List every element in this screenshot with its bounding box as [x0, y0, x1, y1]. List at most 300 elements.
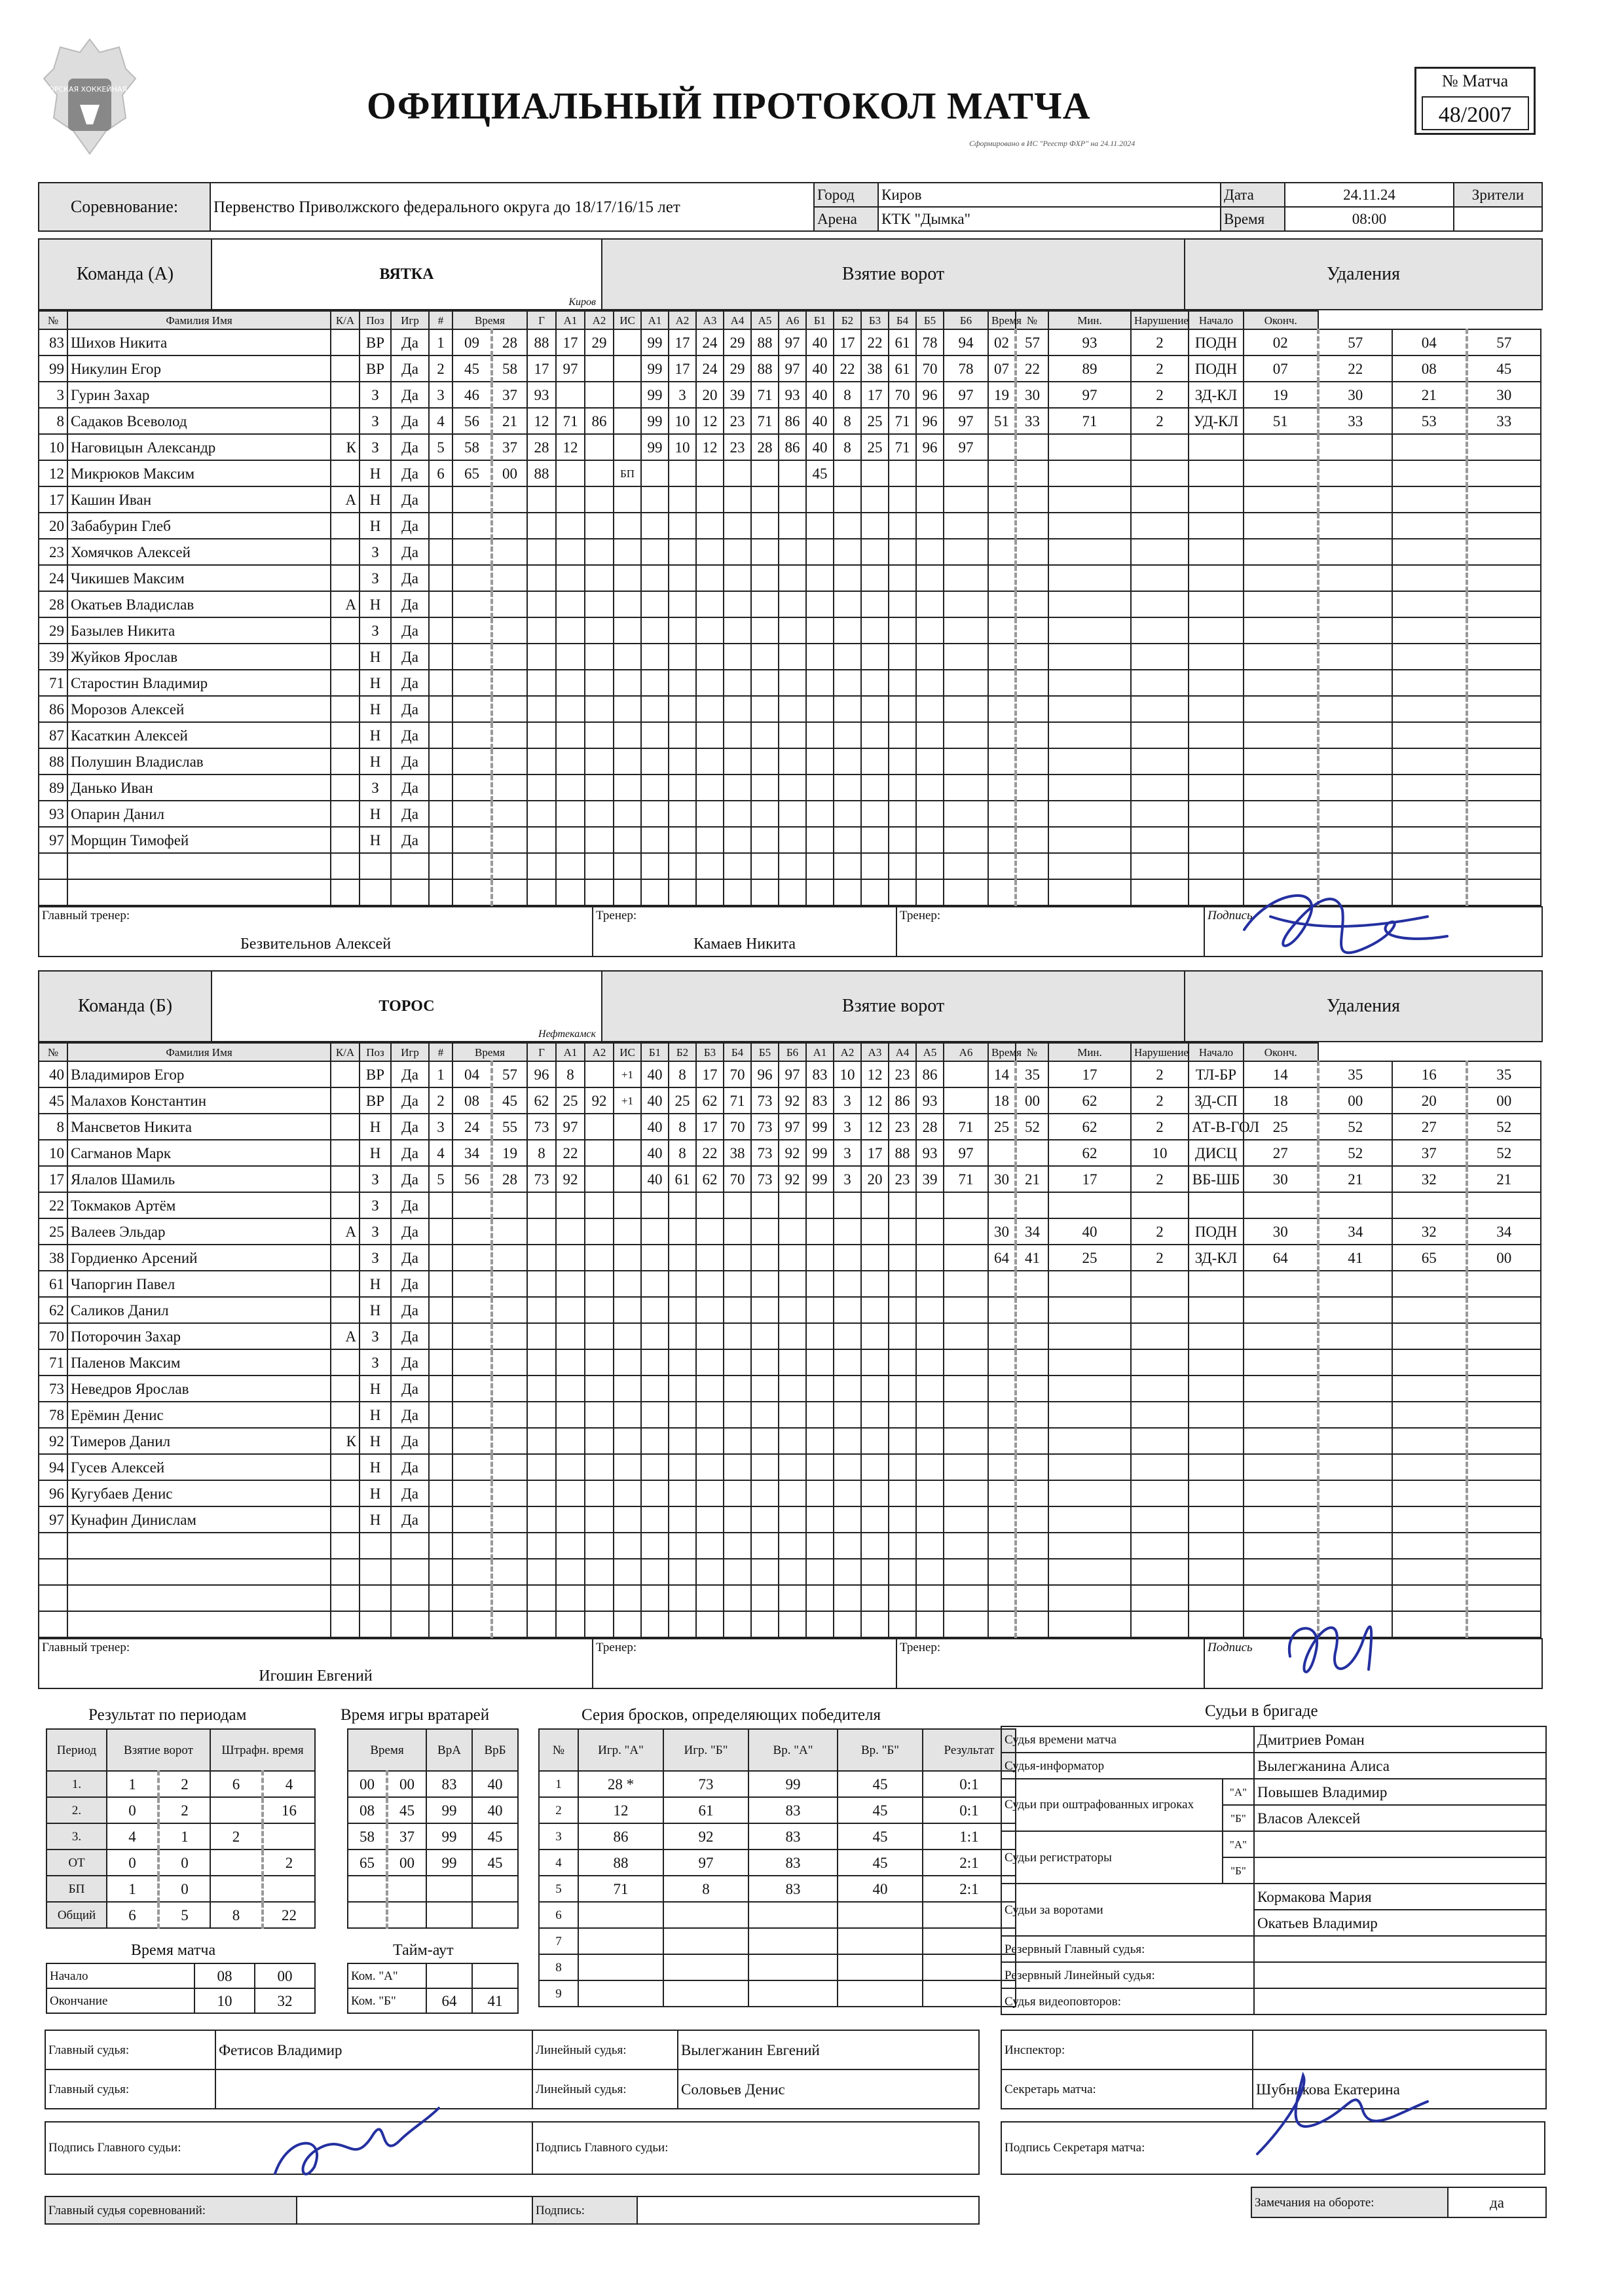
- goal-cell: 8: [834, 434, 861, 460]
- player-cell: Н: [360, 722, 391, 748]
- empty-cell: [1392, 1559, 1467, 1585]
- empty-cell: [1392, 801, 1467, 827]
- empty-cell: [331, 1559, 360, 1585]
- remarks-table: [1251, 2187, 1547, 2218]
- player-cell: Н: [360, 1454, 391, 1480]
- empty-cell: [67, 1611, 331, 1637]
- empty-cell: [1244, 1428, 1318, 1454]
- empty-cell: [641, 617, 669, 644]
- player-cell: 99: [39, 355, 67, 382]
- empty-cell: [806, 748, 834, 774]
- empty-cell: [1016, 1428, 1048, 1454]
- goalie-time-cell: 99: [426, 1850, 472, 1876]
- empty-cell: [614, 853, 641, 879]
- penalty-cell: 25: [1048, 1245, 1131, 1271]
- period-cell: [263, 1823, 315, 1850]
- empty-cell: [39, 853, 67, 879]
- player-cell: [331, 617, 360, 644]
- empty-cell: [834, 722, 861, 748]
- empty-cell: [1131, 1585, 1189, 1611]
- empty-cell: [585, 774, 614, 801]
- player-cell: Н: [360, 1114, 391, 1140]
- empty-cell: [429, 1271, 452, 1297]
- empty-cell: [492, 827, 527, 853]
- goal-cell: 17: [669, 355, 696, 382]
- goal-cell: 92: [779, 1166, 806, 1192]
- penalty-cell: ЗД-КЛ: [1189, 1245, 1244, 1271]
- goal-cell: 28: [492, 329, 527, 355]
- empty-cell: [556, 801, 585, 827]
- empty-cell: [944, 879, 988, 905]
- empty-cell: [556, 486, 585, 513]
- player-cell: З: [360, 1192, 391, 1218]
- goal-cell: 8: [669, 1140, 696, 1166]
- team_b-h-p-time: Время: [988, 1043, 1016, 1061]
- empty-cell: [669, 801, 696, 827]
- shootout-cell: 6: [539, 1902, 578, 1928]
- empty-cell: [1318, 591, 1393, 617]
- league-logo: [29, 33, 150, 160]
- empty-cell: [1016, 617, 1048, 644]
- team_a-h-played: Игр: [391, 311, 429, 329]
- shootout-cell: 0:1: [923, 1797, 1016, 1823]
- team_b-h-ice2-1: А2: [834, 1043, 861, 1061]
- empty-cell: [1467, 617, 1541, 644]
- ref-scorers-a-tag: "А": [1223, 1831, 1254, 1857]
- ref-video-label: Судья видеоповторов:: [1001, 1988, 1254, 2014]
- empty-cell: [614, 486, 641, 513]
- empty-cell: [1016, 1297, 1048, 1323]
- team_a-h-num: №: [39, 311, 67, 329]
- empty-cell: [492, 1192, 527, 1218]
- shootout-cell: 92: [663, 1823, 748, 1850]
- empty-cell: [556, 1585, 585, 1611]
- competition-label: Соревнование:: [39, 183, 210, 231]
- empty-cell: [556, 853, 585, 879]
- team_b-h-num: №: [39, 1043, 67, 1061]
- goal-cell: 71: [751, 408, 779, 434]
- empty-cell: [614, 1428, 641, 1454]
- empty-cell: [779, 1506, 806, 1533]
- team_b-h-p-viol: Нарушение: [1131, 1043, 1189, 1061]
- empty-cell: [696, 565, 724, 591]
- empty-cell: [861, 801, 889, 827]
- empty-cell: [614, 565, 641, 591]
- goalie-time-cell: [387, 1876, 426, 1902]
- empty-cell: [1392, 1349, 1467, 1376]
- goal-cell: 6: [429, 460, 452, 486]
- empty-cell: [492, 486, 527, 513]
- penalty-cell: 19: [988, 382, 1016, 408]
- comp-ref-table: [45, 2196, 980, 2225]
- team_b-h-g: Г: [527, 1043, 556, 1061]
- empty-cell: [556, 748, 585, 774]
- player-cell: Да: [391, 1192, 429, 1218]
- empty-cell: [779, 617, 806, 644]
- empty-cell: [696, 1428, 724, 1454]
- goal-cell: 8: [834, 408, 861, 434]
- team_b-h-is: ИС: [614, 1043, 641, 1061]
- empty-cell: [614, 1218, 641, 1245]
- empty-cell: [834, 513, 861, 539]
- goal-cell: [585, 382, 614, 408]
- empty-cell: [1016, 879, 1048, 905]
- goal-cell: 40: [806, 355, 834, 382]
- coach2: [896, 907, 1204, 957]
- empty-cell: [669, 1559, 696, 1585]
- goal-cell: 70: [724, 1114, 751, 1140]
- goal-cell: 97: [944, 382, 988, 408]
- shootout-cell: 61: [663, 1797, 748, 1823]
- goal-cell: 3: [669, 382, 696, 408]
- empty-cell: [556, 1559, 585, 1585]
- empty-cell: [614, 670, 641, 696]
- goal-cell: 1: [429, 329, 452, 355]
- ref-scorers-b-tag: "Б": [1223, 1857, 1254, 1884]
- empty-cell: [806, 774, 834, 801]
- empty-cell: [724, 1506, 751, 1533]
- empty-cell: [861, 1533, 889, 1559]
- empty-cell: [751, 591, 779, 617]
- empty-cell: [585, 1506, 614, 1533]
- penalty-cell: [1131, 1192, 1189, 1218]
- empty-cell: [1016, 486, 1048, 513]
- goal-cell: 97: [944, 408, 988, 434]
- empty-cell: [669, 1428, 696, 1454]
- goal-cell: 28: [527, 434, 556, 460]
- empty-cell: [614, 879, 641, 905]
- empty-cell: [889, 1585, 916, 1611]
- empty-cell: [1131, 1559, 1189, 1585]
- empty-cell: [1467, 1402, 1541, 1428]
- player-cell: [331, 408, 360, 434]
- penalty-cell: 22: [1318, 355, 1393, 382]
- empty-cell: [861, 1428, 889, 1454]
- period-cell: 1: [158, 1823, 210, 1850]
- team_a-h-hash: #: [429, 311, 452, 329]
- empty-cell: [669, 539, 696, 565]
- goalie-time-cell: [387, 1902, 426, 1928]
- empty-cell: [1016, 853, 1048, 879]
- empty-cell: [527, 670, 556, 696]
- empty-cell: [1318, 644, 1393, 670]
- empty-cell: [1016, 670, 1048, 696]
- empty-cell: [527, 1297, 556, 1323]
- goal-cell: 71: [724, 1087, 751, 1114]
- empty-cell: [916, 1480, 944, 1506]
- player-cell: 70: [39, 1323, 67, 1349]
- empty-cell: [1318, 774, 1393, 801]
- empty-cell: [1131, 879, 1189, 905]
- empty-cell: [861, 1323, 889, 1349]
- empty-cell: [944, 1349, 988, 1376]
- empty-cell: [806, 1559, 834, 1585]
- empty-cell: [1131, 1480, 1189, 1506]
- empty-cell: [556, 1454, 585, 1480]
- empty-cell: [429, 1323, 452, 1349]
- empty-cell: [861, 591, 889, 617]
- empty-cell: [360, 1533, 391, 1559]
- penalty-cell: 02: [1244, 329, 1318, 355]
- goal-cell: 24: [696, 329, 724, 355]
- goal-cell: 97: [779, 1114, 806, 1140]
- player-cell: Чикишев Максим: [67, 565, 331, 591]
- period-cell: 2: [158, 1797, 210, 1823]
- empty-cell: [641, 722, 669, 748]
- empty-cell: [492, 1402, 527, 1428]
- empty-cell: [724, 1559, 751, 1585]
- empty-cell: [360, 1559, 391, 1585]
- empty-cell: [527, 1218, 556, 1245]
- goal-cell: 28: [751, 434, 779, 460]
- empty-cell: [988, 539, 1016, 565]
- player-cell: 93: [39, 801, 67, 827]
- shootout-cell: [838, 1954, 923, 1980]
- player-cell: Хомячков Алексей: [67, 539, 331, 565]
- team_b-h-played: Игр: [391, 1043, 429, 1061]
- penalty-cell: 51: [988, 408, 1016, 434]
- shootout-cell: [748, 1928, 838, 1954]
- goal-cell: 40: [641, 1166, 669, 1192]
- penalty-cell: [988, 1140, 1016, 1166]
- player-cell: [331, 1402, 360, 1428]
- goal-cell: [724, 460, 751, 486]
- empty-cell: [492, 801, 527, 827]
- empty-cell: [1016, 1349, 1048, 1376]
- penalty-cell: [1048, 1192, 1131, 1218]
- team_b-h-ice1-0: Б1: [641, 1043, 669, 1061]
- empty-cell: [641, 1506, 669, 1533]
- goal-cell: 45: [452, 355, 492, 382]
- player-cell: 62: [39, 1297, 67, 1323]
- shootout-cell: 99: [748, 1771, 838, 1797]
- empty-cell: [1189, 827, 1244, 853]
- goal-cell: 73: [527, 1166, 556, 1192]
- empty-cell: [1467, 1323, 1541, 1349]
- empty-cell: [696, 801, 724, 827]
- goal-cell: 2: [429, 1087, 452, 1114]
- empty-cell: [67, 1559, 331, 1585]
- goal-cell: 78: [944, 355, 988, 382]
- goal-cell: 28: [492, 1166, 527, 1192]
- shootout-cell: 83: [748, 1850, 838, 1876]
- goal-cell: 99: [806, 1140, 834, 1166]
- empty-cell: [696, 748, 724, 774]
- empty-cell: [806, 1349, 834, 1376]
- empty-cell: [1392, 827, 1467, 853]
- empty-cell: [1318, 539, 1393, 565]
- goal-cell: 38: [861, 355, 889, 382]
- player-cell: Н: [360, 1140, 391, 1166]
- team-a-goals-title: Взятие ворот: [602, 239, 1185, 310]
- penalty-cell: 2: [1131, 1245, 1189, 1271]
- goal-cell: 23: [889, 1166, 916, 1192]
- empty-cell: [806, 486, 834, 513]
- empty-cell: [492, 1349, 527, 1376]
- empty-cell: [889, 1192, 916, 1218]
- player-cell: [331, 1061, 360, 1087]
- empty-cell: [916, 1533, 944, 1559]
- penalty-cell: 33: [1467, 408, 1541, 434]
- penalty-cell: 18: [1244, 1087, 1318, 1114]
- empty-cell: [988, 1297, 1016, 1323]
- empty-cell: [1131, 1611, 1189, 1637]
- head-coach-label: Главный тренер:: [42, 909, 130, 922]
- goal-cell: 8: [834, 382, 861, 408]
- goal-cell: 12: [696, 434, 724, 460]
- empty-cell: [1048, 748, 1131, 774]
- empty-cell: [527, 513, 556, 539]
- player-cell: Да: [391, 513, 429, 539]
- empty-cell: [779, 1245, 806, 1271]
- empty-cell: [944, 801, 988, 827]
- empty-cell: [751, 1192, 779, 1218]
- empty-cell: [724, 879, 751, 905]
- empty-cell: [1467, 1480, 1541, 1506]
- period-cell: 2.: [46, 1797, 107, 1823]
- penalty-cell: ЗД-КЛ: [1189, 382, 1244, 408]
- period-cell: БП: [46, 1876, 107, 1902]
- empty-cell: [1467, 1376, 1541, 1402]
- empty-cell: [696, 722, 724, 748]
- period-cell: [210, 1797, 263, 1823]
- empty-cell: [492, 644, 527, 670]
- period-cell: [210, 1876, 263, 1902]
- empty-cell: [1016, 1585, 1048, 1611]
- goal-cell: +1: [614, 1061, 641, 1087]
- goal-cell: 29: [724, 355, 751, 382]
- player-cell: Н: [360, 1480, 391, 1506]
- goal-cell: 23: [724, 408, 751, 434]
- player-cell: А: [331, 486, 360, 513]
- empty-cell: [1131, 460, 1189, 486]
- head-coach: [39, 1639, 593, 1688]
- empty-cell: [724, 617, 751, 644]
- empty-cell: [834, 1454, 861, 1480]
- goal-cell: 97: [779, 1061, 806, 1087]
- team_a-h-ice1-3: А4: [724, 311, 751, 329]
- empty-cell: [988, 853, 1016, 879]
- empty-cell: [944, 774, 988, 801]
- penalty-cell: 64: [1244, 1245, 1318, 1271]
- empty-cell: [669, 1454, 696, 1480]
- empty-cell: [452, 1245, 492, 1271]
- player-cell: 71: [39, 1349, 67, 1376]
- empty-cell: [724, 670, 751, 696]
- competition-name: Первенство Приволжского федерального округа до 18/17/16/15 лет: [210, 183, 814, 231]
- empty-cell: [1189, 1428, 1244, 1454]
- goal-cell: 96: [916, 434, 944, 460]
- empty-cell: [916, 486, 944, 513]
- officials-table: [45, 2030, 980, 2109]
- period-cell: [210, 1850, 263, 1876]
- empty-cell: [861, 722, 889, 748]
- player-cell: Кунафин Динислам: [67, 1506, 331, 1533]
- shootout-rows: [538, 1770, 1016, 2007]
- goal-cell: [585, 1166, 614, 1192]
- empty-cell: [1016, 644, 1048, 670]
- player-cell: Н: [360, 460, 391, 486]
- empty-cell: [988, 486, 1016, 513]
- so-h-gb: Вр. "Б": [838, 1729, 923, 1771]
- goal-cell: 88: [527, 460, 556, 486]
- empty-cell: [1131, 748, 1189, 774]
- player-cell: Н: [360, 1297, 391, 1323]
- empty-cell: [1048, 591, 1131, 617]
- penalty-cell: 30: [1244, 1218, 1318, 1245]
- empty-cell: [1318, 801, 1393, 827]
- empty-cell: [641, 591, 669, 617]
- empty-cell: [834, 801, 861, 827]
- shootout-cell: [748, 1902, 838, 1928]
- empty-cell: [641, 1376, 669, 1402]
- empty-cell: [944, 644, 988, 670]
- empty-cell: [1467, 1297, 1541, 1323]
- goalie-time-cell: [472, 1876, 518, 1902]
- team-a-name: ВЯТКА: [379, 266, 434, 283]
- goal-cell: 3: [834, 1087, 861, 1114]
- player-cell: Н: [360, 644, 391, 670]
- player-cell: Гордиенко Арсений: [67, 1245, 331, 1271]
- head-coach-label: Главный тренер:: [42, 1641, 130, 1654]
- player-cell: Никулин Егор: [67, 355, 331, 382]
- goal-cell: [944, 1087, 988, 1114]
- empty-cell: [492, 748, 527, 774]
- player-cell: 17: [39, 486, 67, 513]
- empty-cell: [779, 1480, 806, 1506]
- referees-table: [1001, 1726, 1547, 2015]
- player-cell: З: [360, 408, 391, 434]
- empty-cell: [1048, 801, 1131, 827]
- empty-cell: [641, 1480, 669, 1506]
- empty-cell: [779, 879, 806, 905]
- empty-cell: [889, 539, 916, 565]
- player-cell: Саликов Данил: [67, 1297, 331, 1323]
- goal-cell: 58: [492, 355, 527, 382]
- goal-cell: 97: [944, 1140, 988, 1166]
- penalty-cell: 71: [1048, 408, 1131, 434]
- team_a-h-p-min: Мин.: [1048, 311, 1131, 329]
- empty-cell: [1318, 565, 1393, 591]
- empty-cell: [834, 1559, 861, 1585]
- line1-label: Линейный судья:: [532, 2030, 678, 2069]
- player-cell: [331, 329, 360, 355]
- team_b-h-a1: А1: [556, 1043, 585, 1061]
- empty-cell: [861, 1402, 889, 1428]
- empty-cell: [556, 696, 585, 722]
- goalie-time-table: [347, 1728, 519, 1772]
- empty-cell: [988, 879, 1016, 905]
- empty-cell: [1318, 748, 1393, 774]
- penalty-cell: ПОДН: [1189, 1218, 1244, 1245]
- empty-cell: [492, 1559, 527, 1585]
- ref-penbox-b-tag: "Б": [1223, 1805, 1254, 1831]
- empty-cell: [751, 1297, 779, 1323]
- goalie-time-cell: 45: [472, 1850, 518, 1876]
- periods-rows: [46, 1770, 316, 1929]
- player-cell: 73: [39, 1376, 67, 1402]
- player-cell: Да: [391, 644, 429, 670]
- empty-cell: [429, 827, 452, 853]
- penalty-cell: 17: [1048, 1166, 1131, 1192]
- ref-timekeeper: Дмитриев Роман: [1254, 1726, 1546, 1753]
- empty-cell: [916, 644, 944, 670]
- penalty-cell: 35: [1016, 1061, 1048, 1087]
- empty-cell: [527, 1402, 556, 1428]
- empty-cell: [1131, 539, 1189, 565]
- player-cell: Да: [391, 539, 429, 565]
- player-cell: 17: [39, 1166, 67, 1192]
